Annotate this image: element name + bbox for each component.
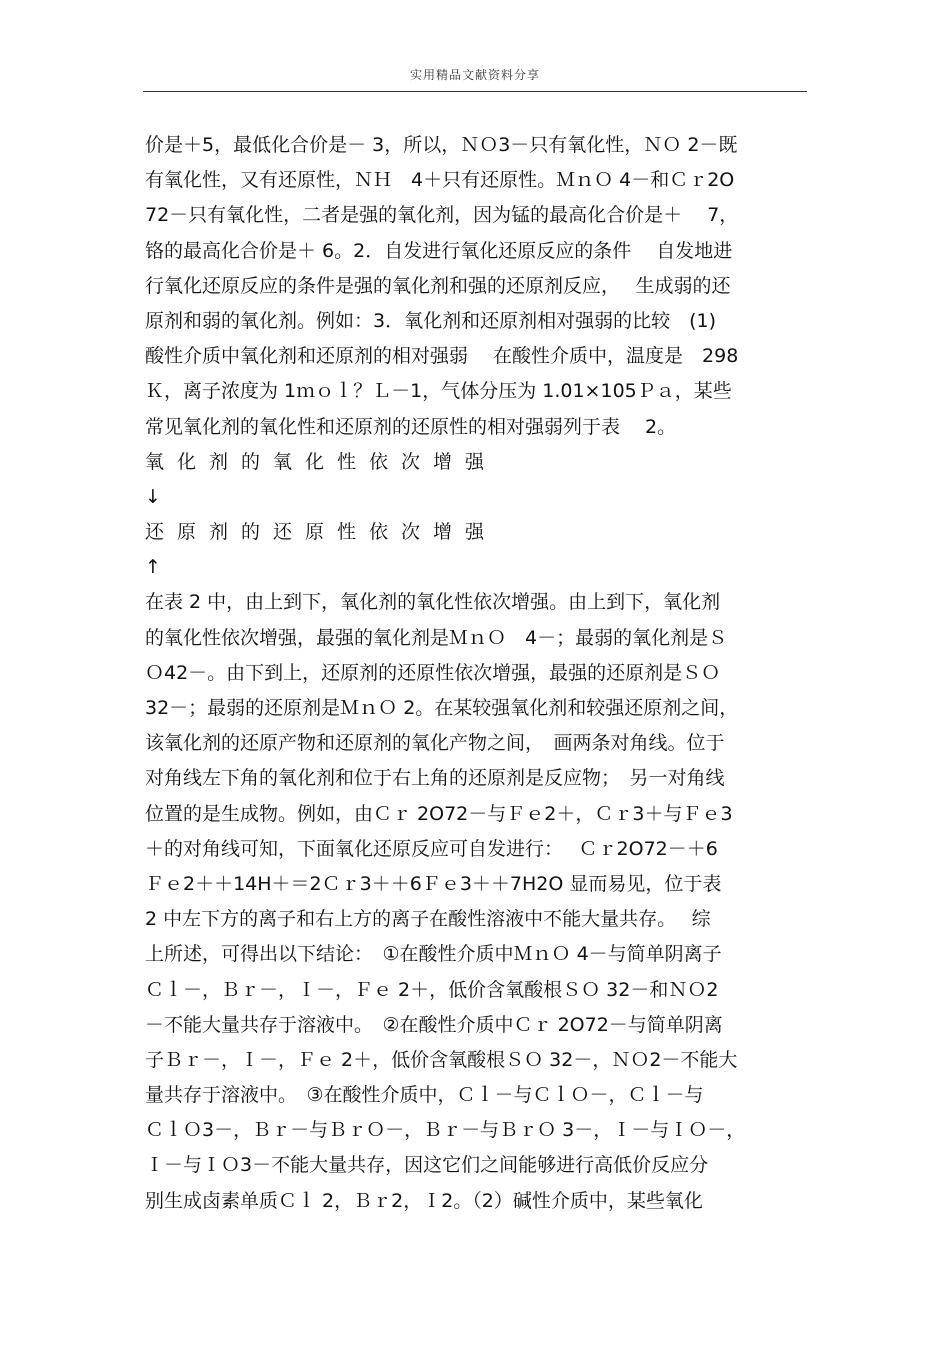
text-line: Ｋ，离子浓度为 1ｍｏｌ？Ｌ－1，气体分压为 1.01×105Ｐａ，某些 xyxy=(145,380,732,403)
text-line: ＣｌＯ3－，Ｂｒ－与ＢｒＯ－，Ｂｒ－与ＢｒＯ 3－，Ｉ－与ＩＯ－， xyxy=(145,1119,746,1142)
text-line: 铬的最高化合价是＋ 6。2．自发进行氧化还原反应的条件 自发地进 xyxy=(145,239,733,262)
text-line: －不能大量共存于溶液中。 ②在酸性介质中Ｃｒ 2O72－与简单阴离 xyxy=(145,1013,723,1036)
text-line: 位置的是生成物。例如，由Ｃｒ 2O72－与Ｆｅ2＋，Ｃｒ3＋与Ｆｅ3 xyxy=(145,802,733,825)
header-rule xyxy=(143,91,807,92)
text-line: 2 中左下方的离子和右上方的离子在酸性溶液中不能大量共存。 综 xyxy=(145,908,711,931)
text-line: 子Ｂｒ－，Ｉ－，Ｆｅ 2＋，低价含氧酸根ＳＯ 32－，ＮＯ2－不能大 xyxy=(145,1048,738,1071)
table-label-oxidant: 氧化剂的氧化性依次增强 xyxy=(145,450,498,473)
text-line: 常见氧化剂的氧化性和还原剂的还原性的相对强弱列于表 2。 xyxy=(145,415,677,438)
text-line: Ｆｅ2＋＋14H＋＝2Ｃｒ3＋＋6Ｆｅ3＋＋7H2O 显而易见，位于表 xyxy=(145,872,722,895)
text-line: 价是＋5，最低化合价是－ 3，所以，ＮＯ3－只有氧化性，ＮＯ 2－既 xyxy=(145,134,738,156)
text-line: 量共存于溶液中。 ③在酸性介质中，Ｃｌ－与ＣｌＯ－，Ｃｌ－与 xyxy=(145,1084,704,1107)
text-line: 酸性介质中氧化剂和还原剂的相对强弱 在酸性介质中，温度是 298 xyxy=(145,345,739,368)
text-line: 该氧化剂的还原产物和还原剂的氧化产物之间， 画两条对角线。位于 xyxy=(145,732,725,755)
text-line: Ｏ42－。由下到上，还原剂的还原性依次增强，最强的还原剂是ＳＯ xyxy=(145,661,721,684)
document-body xyxy=(145,128,810,1219)
text-line: Ｉ－与ＩＯ3－不能大量共存，因这它们之间能够进行高低价反应分 xyxy=(145,1154,709,1177)
down-arrow: ↓ xyxy=(145,485,161,508)
text-line: 上所述，可得出以下结论： ①在酸性介质中ＭｎＯ 4－与简单阴离子 xyxy=(145,943,722,966)
up-arrow: ↑ xyxy=(145,556,161,579)
text-line: 别生成卤素单质Ｃｌ 2，Ｂｒ2，Ｉ2。（2）碱性介质中，某些氧化 xyxy=(145,1189,703,1212)
text-line: 原剂和弱的氧化剂。例如：3．氧化剂和还原剂相对强弱的比较 (1) xyxy=(145,309,717,332)
text-line: 的氧化性依次增强，最强的氧化剂是ＭｎＯ 4－；最弱的氧化剂是Ｓ xyxy=(145,626,728,649)
text-line: 对角线左下角的氧化剂和位于右上角的还原剂是反应物； 另一对角线 xyxy=(145,767,725,790)
text-line: 72－只有氧化性，二者是强的氧化剂，因为锰的最高化合价是＋ 7， xyxy=(145,204,739,227)
text-line: 32－；最弱的还原剂是ＭｎＯ 2。在某较强氧化剂和较强还原剂之间， xyxy=(145,697,739,719)
text-line: 有氧化性，又有还原性，ＮＨ 4＋只有还原性。ＭｎＯ 4－和Ｃｒ2O xyxy=(145,169,735,192)
text-line: ＋的对角线可知，下面氧化还原反应可自发进行： Ｃｒ2O72－＋6 xyxy=(145,837,718,860)
page-header: 实用精品文献资料分享 xyxy=(409,68,540,82)
table-label-reductant: 还原剂的还原性依次增强 xyxy=(145,521,498,544)
text-line: Ｃｌ－，Ｂｒ－，Ｉ－，Ｆｅ 2＋，低价含氧酸根ＳＯ 32－和ＮＯ2 xyxy=(145,978,719,1001)
text-line: 在表 2 中，由上到下，氧化剂的氧化性依次增强。由上到下，氧化剂 xyxy=(145,591,721,614)
text-line: 行氧化还原反应的条件是强的氧化剂和强的还原剂反应， 生成弱的还 xyxy=(145,274,731,297)
